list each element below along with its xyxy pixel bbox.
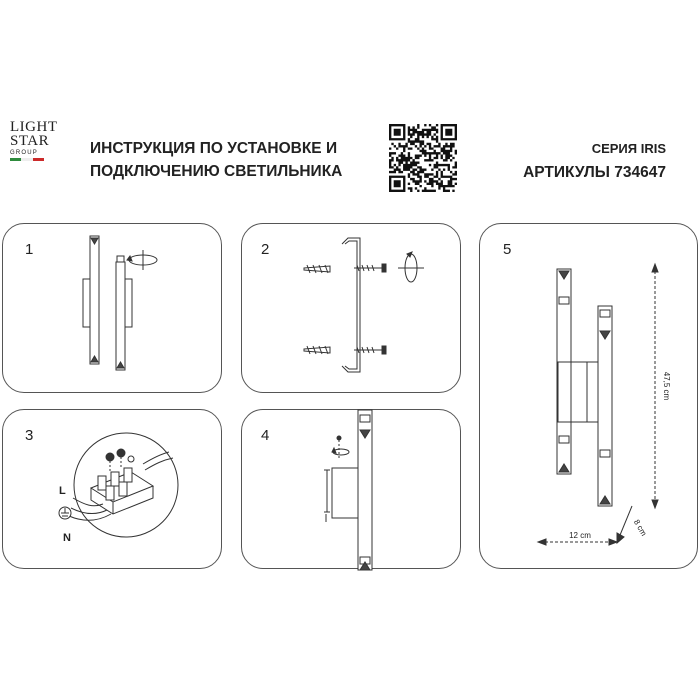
step-3-panel [2,409,222,569]
wire-label-l: L [59,485,66,497]
upper-screw-icon [354,264,386,272]
series-block [496,137,666,185]
step-2-panel [241,223,461,393]
upper-dowel-icon [304,265,330,273]
step-4-panel [241,409,461,569]
page-title [90,137,375,183]
title-line-1: ИНСТРУКЦИЯ ПО УСТАНОВКЕ И [90,140,338,157]
step-3-illustration [3,410,223,570]
lower-screw-icon [354,346,386,354]
step-1-panel [2,223,222,393]
wire-label-n: N [63,532,71,544]
step-5-number: 5 [503,241,512,258]
logo-line-1: LIGHT [10,119,58,135]
height-dimension-label: 47,5 cm [662,371,671,401]
step-2-number: 2 [261,241,270,258]
lower-dowel-icon [304,346,330,354]
italian-flag-icon [10,158,44,161]
step-1-illustration [3,224,223,394]
step-5-panel [479,223,698,569]
step-3-number: 3 [25,427,34,444]
width-dimension-label: 12 cm [569,531,591,540]
step-4-number: 4 [261,427,270,444]
series-label: СЕРИЯ IRIS [591,141,666,156]
step-5-illustration [480,224,699,570]
logo-line-2: STAR [10,133,50,149]
step-1-number: 1 [25,241,34,258]
article-label: АРТИКУЛЫ 734647 [523,164,666,181]
depth-dimension-label: 8 cm [631,517,649,538]
step-2-illustration [242,224,462,394]
logo-line-3: GROUP [10,150,39,156]
brand-logo [10,120,58,190]
title-line-2: ПОДКЛЮЧЕНИЮ СВЕТИЛЬНИКА [90,163,343,180]
step-4-illustration [242,410,462,570]
qr-modules [389,124,457,192]
qr-code-icon [389,124,457,192]
